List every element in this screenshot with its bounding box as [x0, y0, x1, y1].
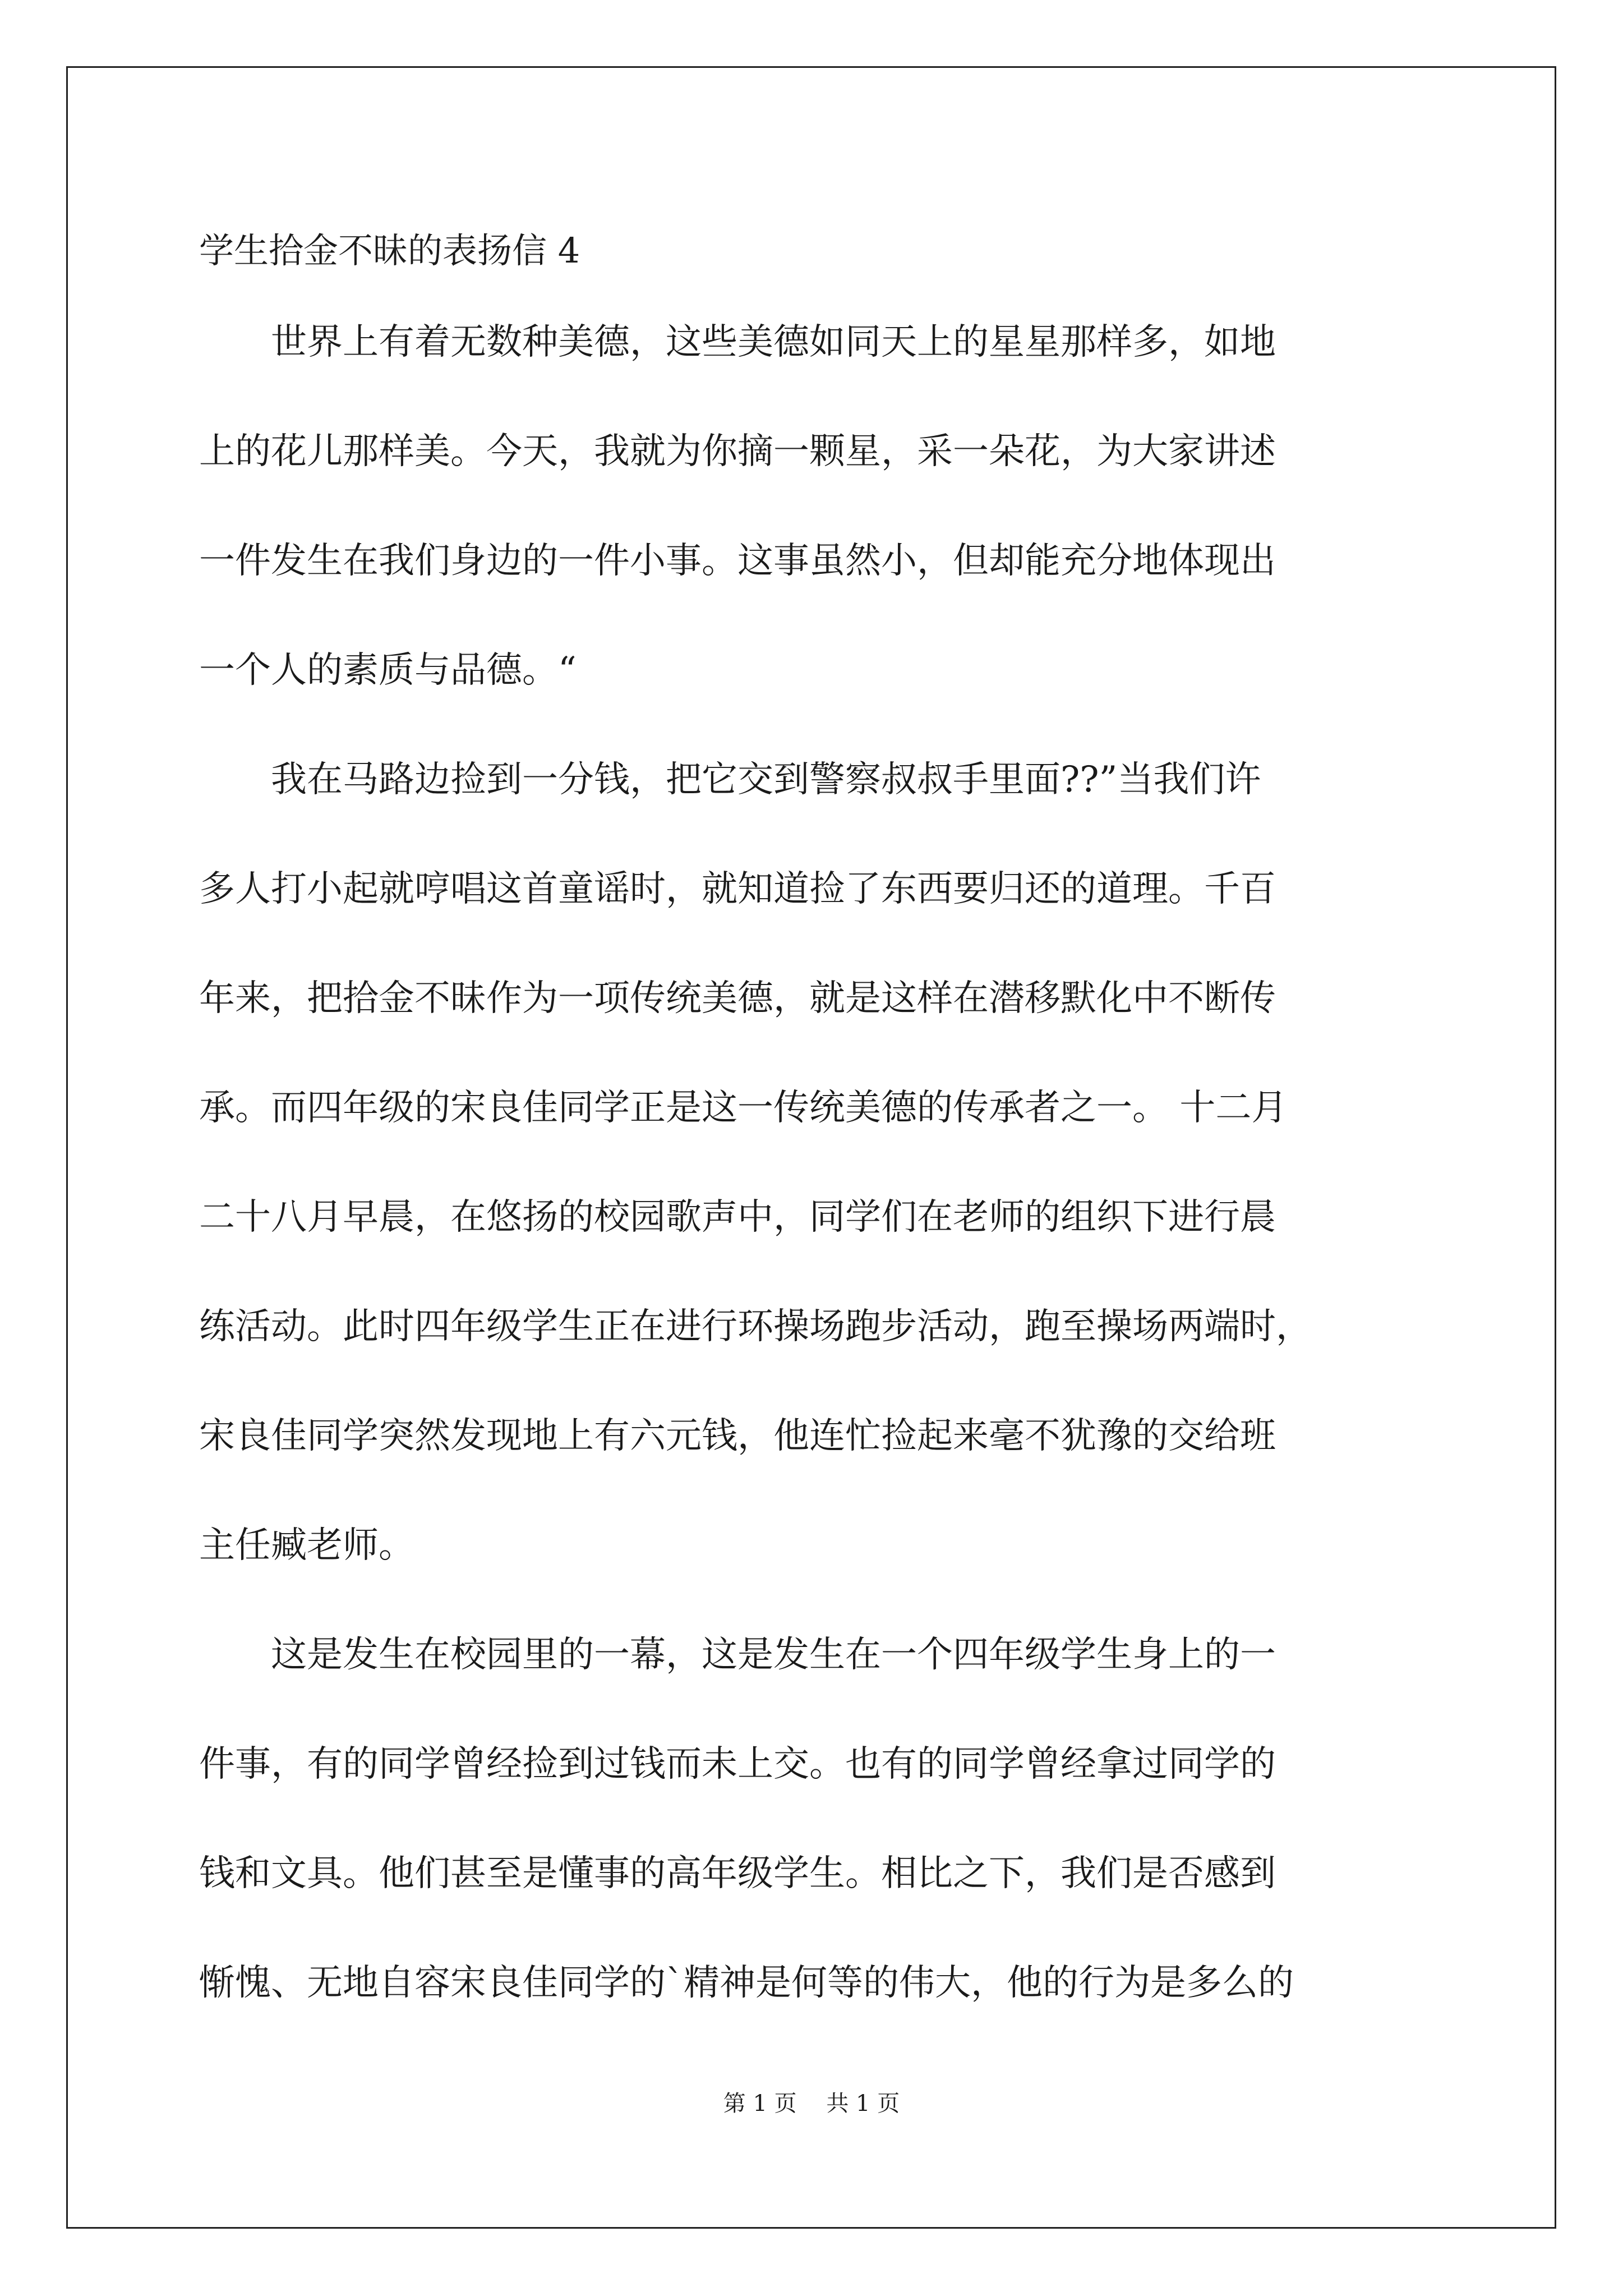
body-line: 二十八月早晨，在悠扬的校园歌声中，同学们在老师的组织下进行晨	[199, 1197, 1276, 1238]
body-line: 这是发生在校园里的一幕，这是发生在一个四年级学生身上的一	[199, 1634, 1276, 1676]
body-line: 一个人的素质与品德。“	[199, 650, 577, 691]
body-line: 件事，有的同学曾经捡到过钱而未上交。也有的同学曾经拿过同学的	[199, 1743, 1276, 1785]
page-number-footer: 第 1 页 共 1 页	[723, 2091, 900, 2116]
document-title: 学生拾金不昧的表扬信 4	[199, 230, 580, 271]
body-line: 世界上有着无数种美德，这些美德如同天上的星星那样多，如地	[199, 321, 1276, 363]
body-line: 年来，把拾金不昧作为一项传统美德，就是这样在潜移默化中不断传	[199, 978, 1276, 1019]
body-line: 多人打小起就哼唱这首童谣时，就知道捡了东西要归还的道理。千百	[199, 868, 1276, 910]
body-line: 我在马路边捡到一分钱，把它交到警察叔叔手里面??”当我们许	[199, 759, 1261, 800]
body-line: 一件发生在我们身边的一件小事。这事虽然小，但却能充分地体现出	[199, 540, 1276, 582]
body-line: 惭愧、无地自容宋良佳同学的`精神是何等的伟大，他的行为是多么的	[199, 1962, 1294, 2004]
body-line: 宋良佳同学突然发现地上有六元钱，他连忙捡起来毫不犹豫的交给班	[199, 1415, 1276, 1457]
body-line: 钱和文具。他们甚至是懂事的高年级学生。相比之下，我们是否感到	[199, 1853, 1276, 1894]
body-line: 承。而四年级的宋良佳同学正是这一传统美德的传承者之一。 十二月	[199, 1087, 1288, 1129]
body-line: 主任臧老师。	[199, 1525, 414, 1566]
body-line: 练活动。此时四年级学生正在进行环操场跑步活动，跑至操场两端时，	[199, 1306, 1312, 1347]
body-line: 上的花儿那样美。今天，我就为你摘一颗星，采一朵花，为大家讲述	[199, 431, 1276, 472]
